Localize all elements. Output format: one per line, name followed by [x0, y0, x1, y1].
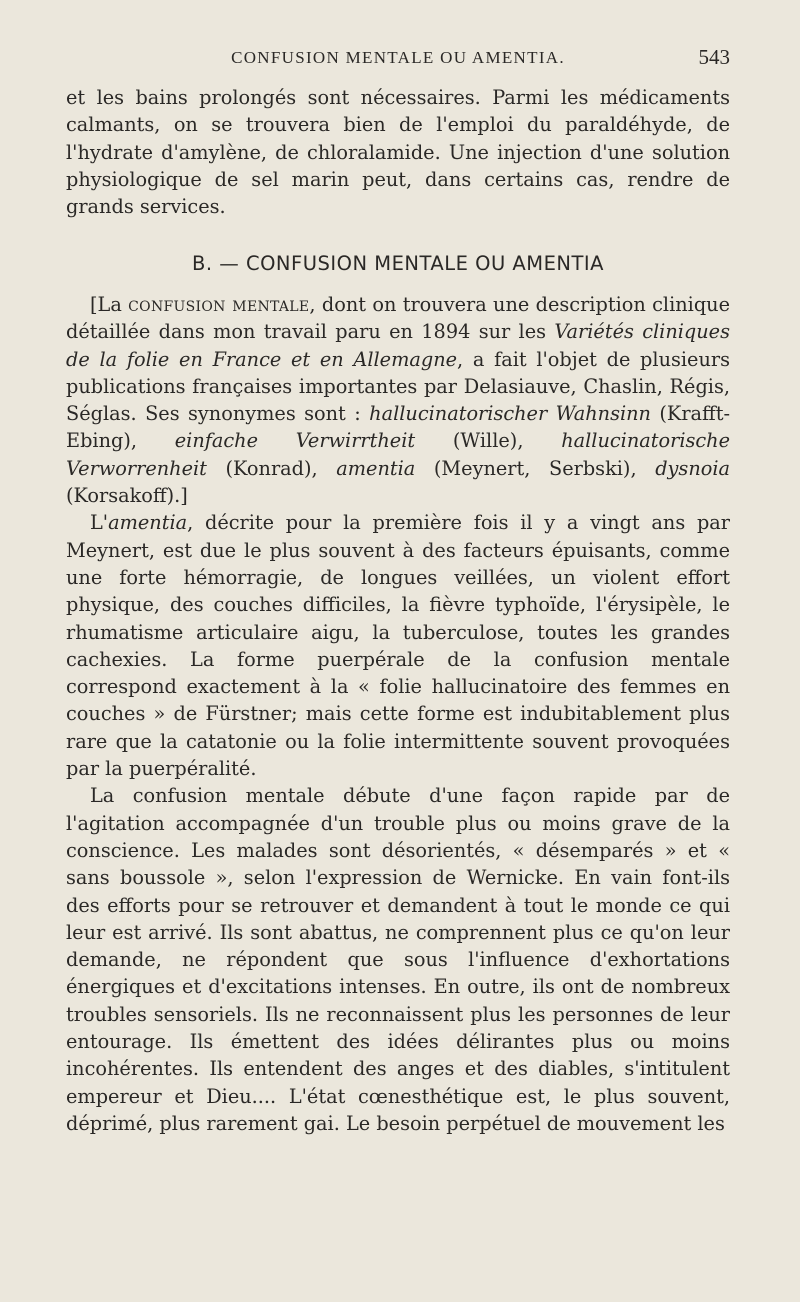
italic-term: amentia [108, 511, 188, 535]
italic-term: hallucinatorische Verworrenheit [66, 429, 731, 480]
italic-term: dysnoia [655, 456, 731, 480]
italic-term: amentia [336, 456, 416, 480]
intro-paragraph [66, 84, 730, 220]
paragraph-etiology: L'amentia, décrite pour la première fois il y a vingt ans par Meynert, est due le plus souvent à des facteurs épuisants, comme une forte hémorragie, de longues veillées, un violent effort physique, des couches difficiles, la fièvre typhoïde, l'érysipèle, le rhumatisme articulaire aigu, la tuberculose, toutes les grandes cachexies. La forme puerpérale de la confusion mentale correspond exactement à la « folie hallucinatoire des femmes en couches » de Fürstner; mais cette forme est indubitablement plus rare que la catatonie ou la folie intermittente souvent provoquées par la puerpéralité. [66, 511, 730, 781]
italic-term: einfache Verwirrtheit [174, 429, 416, 453]
italic-term: hallucinatorischer Wahnsinn [369, 402, 651, 426]
paragraph-symptoms: La confusion mentale débute d'une façon rapide par de l'agitation accompagnée d'un trouble plus ou moins grave de la conscience. Les malades sont désorientés, « désemparés » et « sans boussole », selon l'expression de Wernicke. En vain font-ils des efforts pour se retrouver et demandent à tout le monde ce qui leur est arrivé. Ils sont abattus, ne comprennent plus ce qu'on leur demande, ne répondent que sous l'influence d'exhortations énergiques et d'excitations intenses. En outre, ils ont de nombreux troubles sensoriels. Ils ne reconnaissent plus les personnes de leur entourage. Ils émettent des idées délirantes plus ou moins incohérentes. Ils entendent des anges et des diables, s'intitulent empereur et Dieu.... L'état cœnesthétique est, le plus souvent, déprimé, plus rarement gai. Le besoin perpétuel de mouvement les [66, 784, 730, 1135]
small-caps-term: confusion mentale [128, 293, 310, 316]
page-number: 543 [698, 45, 730, 69]
section-heading: B. — CONFUSION MENTALE OU AMENTIA [191, 252, 605, 275]
italic-title: Variétés cliniques de la folie en France et en Allemagne [66, 320, 730, 371]
section-body [66, 291, 730, 1137]
paragraph-synonyms: [La confusion mentale, dont on trouvera une description clinique détaillée dans mon travail paru en 1894 sur les Variétés cliniques de la folie en France et en Allemagne, a fait l'objet de plusieurs publications françaises importantes par Delasiauve, Chaslin, Régis, Séglas. Ses synonymes sont : hallucinatorischer Wahnsinn (Krafft-Ebing), einfache Verwirrtheit (Wille), hallucinatorische Verworrenheit (Konrad), amentia (Meynert, Serbski), dysnoia (Korsakoff).] [66, 293, 731, 508]
page-header [66, 45, 730, 72]
intro-text: et les bains prolongés sont nécessaires. Parmi les médicaments calmants, on se trouvera bien de l'emploi du paraldéhyde, de l'hydrate d'amylène, de chloralamide. Une injection d'une solution physiologique de sel marin peut, dans certains cas, rendre de grands services. [66, 86, 730, 219]
running-title: CONFUSION MENTALE OU AMENTIA. [231, 48, 565, 67]
